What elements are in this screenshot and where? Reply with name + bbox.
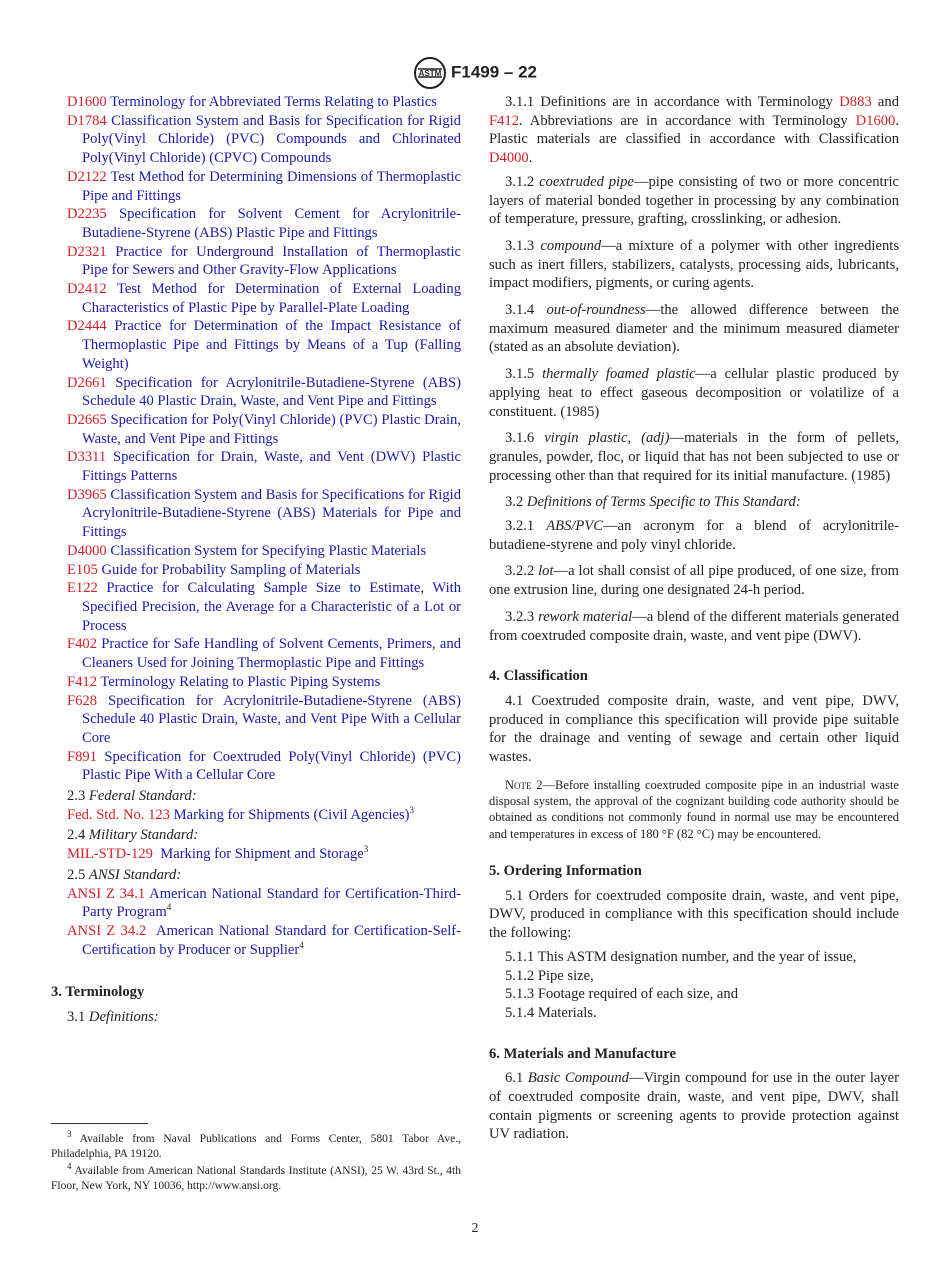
reference-item bbox=[67, 486, 461, 542]
section-heading: 3. Terminology bbox=[51, 984, 145, 1001]
paragraph-5-1: 5.1 Orders for coextruded composite drain, waste, and vent pipe, DWV, produced in compliance with this specification should include the following: bbox=[489, 887, 899, 942]
ref-title-link[interactable]: Specification for Acrylonitrile-Butadiene-Styrene (ABS) Schedule 40 Plastic Drain, Waste, and Vent Pipe With a Cellular Core bbox=[82, 692, 461, 746]
ref-code-link[interactable]: F402 bbox=[67, 636, 98, 653]
reference-item bbox=[67, 692, 461, 748]
paragraph-6-1: 6.1 Basic Compound—Virgin compound for use in the outer layer of coextruded composite drain, waste, and vent pipe, DWV, shall contain pigments or screening agents to provide protection against UV radiation. bbox=[489, 1070, 899, 1143]
paragraph-3-1-2: 3.1.2 coextruded pipe—pipe consisting of two or more concentric layers of material bonded together in processing by any combination of temperature, pressure, grafting, crosslinking, or adhesion. bbox=[489, 173, 899, 228]
ref-title-link[interactable]: Classification System and Basis for Specifications for Rigid Acrylonitrile-Butadiene-Styrene (ABS) Materials for Pipe and Fittings bbox=[82, 486, 461, 541]
military-standard-ref: MIL-STD-129 Marking for Shipment and Storage$^3$ bbox=[67, 844, 369, 863]
ref-code-link[interactable]: D2412 bbox=[67, 281, 107, 298]
ref-link[interactable]: American National Standard for Certification-Third-Party Program bbox=[82, 885, 461, 921]
ref-title-link[interactable]: Specification for Solvent Cement for Acrylonitrile-Butadiene-Styrene (ABS) Plastic Pipe and Fittings bbox=[82, 206, 462, 241]
ref-title-link[interactable]: Practice for Underground Installation of Thermoplastic Pipe for Sewers and Other Gravity-Flow Applications bbox=[82, 243, 461, 279]
paragraph-3-1-6: 3.1.6 virgin plastic, (adj)—materials in the form of pellets, granules, powder, floc, or liquid that has not been subjected to use or processing other than that required for its initial manufacture. (1985) bbox=[489, 430, 900, 484]
ref-code-link[interactable]: E105 bbox=[67, 561, 98, 578]
list-item: 5.1.4 Materials. bbox=[505, 1004, 597, 1021]
ansi-ref: ANSI Z 34.1 American National Standard for Certification-Third-Party Program$^4$ bbox=[67, 885, 461, 921]
ref-code-link[interactable]: F412 bbox=[67, 673, 98, 690]
paragraph-4-1: 4.1 Coextruded composite drain, waste, and vent pipe, DWV, produced in compliance this specification will provide pipe suitable for the drainage and venting of sewage and certain other liquid wastes. bbox=[489, 692, 899, 766]
ref-code-link[interactable]: F891 bbox=[67, 748, 98, 765]
ref-code-link[interactable]: D1600 bbox=[67, 94, 107, 110]
ref-code-link[interactable]: D3965 bbox=[67, 486, 107, 503]
ref-code-link[interactable]: D2122 bbox=[67, 168, 107, 185]
paragraph-3-1-3: 3.1.3 compound—a mixture of a polymer with other ingredients such as inert fillers, stabilizers, catalysts, processing aids, lubricants, impact modifiers, pigments, or curing agents. bbox=[489, 237, 899, 292]
reference-item bbox=[67, 205, 461, 242]
ref-title-link[interactable]: Terminology Relating to Plastic Piping Systems bbox=[100, 673, 381, 690]
ref-title-link[interactable]: Terminology for Abbreviated Terms Relating to Plastics bbox=[110, 94, 437, 110]
list-item: 5.1.2 Pipe size, bbox=[505, 967, 594, 984]
footnote: $^4$ Available from American National Standards Institute (ANSI), 25 W. 43rd St., 4th Floor, New York, NY 10036, http://www.ansi.org. bbox=[51, 1161, 461, 1192]
list-item: 5.1.3 Footage required of each size, and bbox=[505, 986, 739, 1003]
paragraph-3-2: 3.2 Definitions of Terms Specific to This Standard: bbox=[505, 494, 801, 511]
ref-title-link[interactable]: Specification for Poly(Vinyl Chloride) (PVC) Plastic Drain, Waste, and Vent Pipe and Fittings bbox=[82, 411, 461, 447]
svg-text:ASTM: ASTM bbox=[418, 69, 442, 78]
ref-link[interactable]: American National Standard for Certification-Self-Certification by Producer or Supplier bbox=[82, 922, 461, 958]
note-2: Note 2—Before installing coextruded composite pipe in an industrial waste disposal system, the approval of the cognizant building code authority should be obtained as conditions not commonly found in normal use may be encountered and temperatures in excess of 180 °F (82 °C) may be encountered. bbox=[489, 777, 899, 841]
ref-link[interactable]: D4000 bbox=[489, 150, 529, 167]
paragraph-3-1-5: 3.1.5 thermally foamed plastic—a cellular plastic produced by applying heat to effect gaseous decomposition or volatilize of a constituent. (1985) bbox=[489, 366, 899, 420]
ref-code-link[interactable]: D2661 bbox=[67, 374, 107, 391]
ref-code-link[interactable]: D2665 bbox=[67, 411, 107, 428]
reference-item bbox=[67, 168, 461, 205]
ref-code-link[interactable]: D2321 bbox=[67, 243, 107, 260]
ref-title-link[interactable]: Classification System for Specifying Plastic Materials bbox=[110, 542, 427, 559]
paragraph-3-2-1: 3.2.1 ABS/PVC—an acronym for a blend of acrylonitrile-butadiene-styrene and poly vinyl chloride. bbox=[489, 518, 899, 553]
reference-item bbox=[67, 374, 461, 411]
ref-link[interactable]: Marking for Shipments (Civil Agencies) bbox=[173, 806, 410, 823]
ref-link[interactable]: D883 bbox=[839, 94, 872, 110]
ansi-ref: ANSI Z 34.2 American National Standard for Certification-Self-Certification by Producer or Supplier$^4$ bbox=[67, 922, 461, 958]
right-column bbox=[489, 93, 899, 1149]
reference-item bbox=[67, 542, 461, 561]
ref-code-link[interactable]: F628 bbox=[67, 692, 98, 709]
reference-item bbox=[67, 112, 461, 168]
reference-item bbox=[67, 280, 461, 317]
reference-list bbox=[67, 93, 461, 785]
ref-title-link[interactable]: Specification for Coextruded Poly(Vinyl Chloride) (PVC) Plastic Pipe With a Cellular Core bbox=[82, 748, 461, 784]
ref-title-link[interactable]: Practice for Safe Handling of Solvent Cements, Primers, and Cleaners Used for Joining Thermoplastic Pipe and Fittings bbox=[82, 636, 461, 672]
reference-item bbox=[67, 748, 461, 785]
ref-title-link[interactable]: Classification System and Basis for Specification for Rigid Poly(Vinyl Chloride) (PVC) Compounds and Chlorinated Poly(Vinyl Chloride) (CPVC) Compounds bbox=[82, 112, 461, 167]
page-number: 2 bbox=[471, 1221, 479, 1236]
footnote-divider bbox=[51, 1123, 148, 1124]
federal-standard-ref: Fed. Std. No. 123 Marking for Shipments (Civil Agencies)$^3$ bbox=[67, 804, 415, 823]
paragraph-3-2-2: 3.2.2 lot—a lot shall consist of all pipe produced, of one size, from one extrusion line, during one designated 24-h period. bbox=[489, 563, 899, 599]
reference-item bbox=[67, 93, 461, 112]
federal-standard-heading: 2.3 Federal Standard: bbox=[67, 788, 197, 805]
section-heading: 5. Ordering Information bbox=[489, 862, 642, 879]
footnote: $^3$ Available from Naval Publications and Forms Center, 5801 Tabor Ave., Philadelphia, PA 19120. bbox=[51, 1129, 461, 1160]
reference-item bbox=[67, 561, 461, 580]
reference-item bbox=[67, 243, 461, 280]
section-heading: 4. Classification bbox=[489, 668, 588, 685]
ref-title-link[interactable]: Specification for Drain, Waste, and Vent (DWV) Plastic Fittings Patterns bbox=[82, 449, 461, 485]
ref-link[interactable]: F412 bbox=[489, 112, 520, 129]
paragraph-3-2-3: 3.2.3 rework material—a blend of the different materials generated from coextruded composite drain, waste, and vent pipe (DWV). bbox=[489, 608, 900, 644]
ref-title-link[interactable]: Test Method for Determination of External Loading Characteristics of Plastic Pipe by Parallel-Plate Loading bbox=[82, 281, 461, 316]
ref-code-link[interactable]: E122 bbox=[67, 580, 98, 597]
ref-title-link[interactable]: Specification for Acrylonitrile-Butadiene-Styrene (ABS) Schedule 40 Plastic Drain, Waste, and Vent Pipe and Fittings bbox=[82, 374, 461, 410]
page-header bbox=[0, 56, 950, 90]
ref-title-link[interactable]: Guide for Probability Sampling of Materials bbox=[101, 561, 361, 578]
ref-link[interactable]: D1600 bbox=[855, 112, 896, 129]
ref-code-link[interactable]: D4000 bbox=[67, 542, 107, 559]
reference-item bbox=[67, 635, 461, 672]
ref-title-link[interactable]: Test Method for Determining Dimensions of Thermoplastic Pipe and Fittings bbox=[82, 168, 461, 204]
astm-logo-icon bbox=[413, 56, 447, 90]
designation: F1499 – 22 bbox=[450, 62, 537, 82]
ref-title-link[interactable]: Practice for Calculating Sample Size to Estimate, With Specified Precision, the Average for a Characteristic of a Lot or Process bbox=[82, 580, 461, 634]
military-standard-heading: 2.4 Military Standard: bbox=[67, 827, 199, 844]
reference-item bbox=[67, 448, 461, 485]
reference-item bbox=[67, 673, 461, 692]
section-heading: 6. Materials and Manufacture bbox=[489, 1045, 676, 1062]
paragraph-3-1-1: 3.1.1 Definitions are in accordance with Terminology D883 and F412. Abbreviations are in accordance with Terminology D1600. Plastic materials are classified in accordance with Classification D4000. bbox=[489, 94, 899, 167]
ansi-standard-heading: 2.5 ANSI Standard: bbox=[67, 866, 182, 883]
left-column bbox=[51, 93, 462, 1027]
list-item: 5.1.1 This ASTM designation number, and the year of issue, bbox=[505, 948, 857, 965]
reference-item bbox=[67, 579, 461, 635]
ref-code-link[interactable]: D3311 bbox=[67, 449, 107, 466]
ref-code-link[interactable]: D1784 bbox=[67, 112, 107, 129]
paragraph-3-1-4: 3.1.4 out-of-roundness—the allowed difference between the maximum measured diameter and the minimum measured diameter (stated as an absolute deviation). bbox=[489, 302, 899, 356]
footnotes bbox=[51, 1129, 461, 1196]
reference-item bbox=[67, 317, 461, 373]
ordering-list bbox=[505, 948, 899, 1023]
ref-code-link[interactable]: D2444 bbox=[67, 318, 107, 335]
ref-title-link[interactable]: Practice for Determination of the Impact Resistance of Thermoplastic Pipe and Fittings by Means of a Tup (Falling Weight) bbox=[82, 318, 461, 372]
ref-code-link[interactable]: D2235 bbox=[67, 206, 107, 223]
definitions-subheading: 3.1 Definitions: bbox=[67, 1009, 159, 1026]
reference-item bbox=[67, 411, 461, 448]
ref-link[interactable]: Marking for Shipment and Storage bbox=[160, 846, 364, 863]
